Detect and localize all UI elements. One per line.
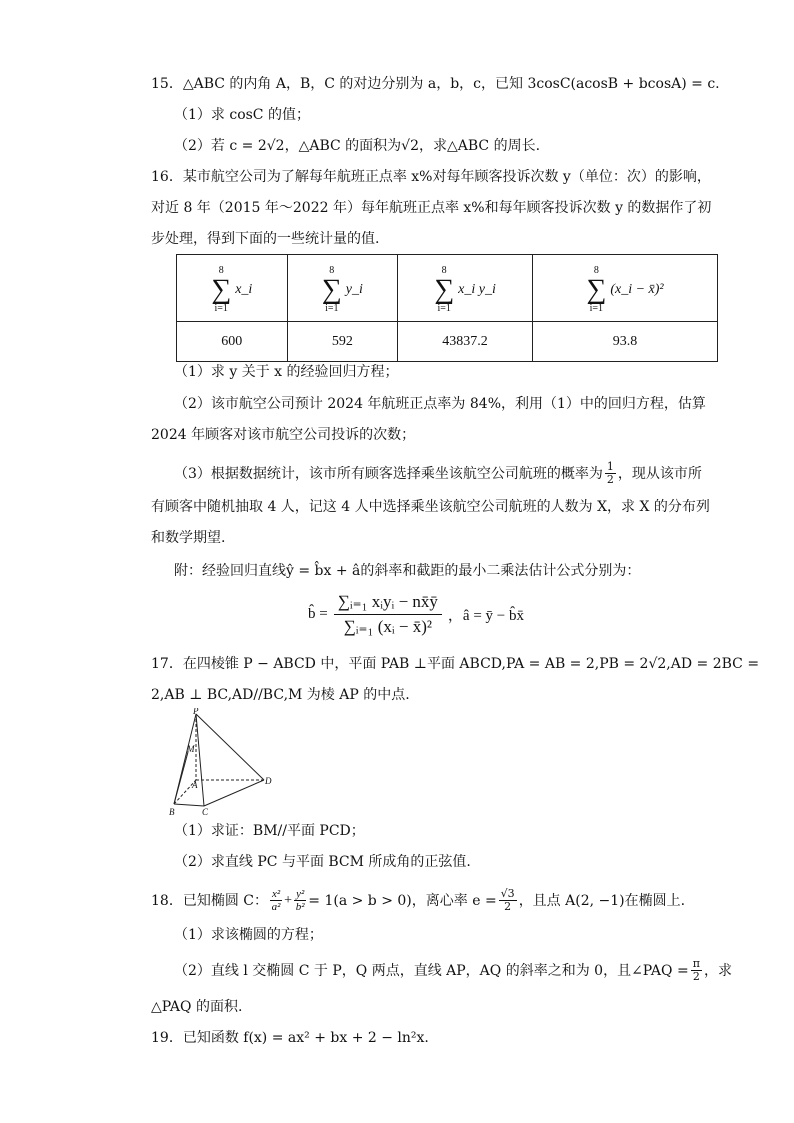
value-sum-sq-dev: 93.8 xyxy=(532,322,717,362)
q18-part2-text-post: ，求 xyxy=(703,962,732,979)
label-D: D xyxy=(265,776,272,786)
header-sum-y: 8 ∑ i=1 y_i xyxy=(287,255,398,322)
header-sum-sq-dev: 8 ∑ i=1 (x_i − x̄)² xyxy=(532,255,717,322)
q16-part2-line1: （2）该市航空公司预计 2024 年航班正点率为 84%，利用（1）中的回归方程，估算 xyxy=(174,396,706,412)
q16-part3-line3: 和数学期望. xyxy=(151,530,226,546)
q18-stem: 18．已知椭圆 C： $\frac{\text{x²}}{\text{a²}}$ + $\frac{\text{y²}}{\text{b²}}$ = 1(a > b > 0)，离心率 e = $\frac{√3}{2}$ ，且点 A(2, −1)在椭圆上. xyxy=(151,887,686,913)
q19-stem: 19．已知函数 f(x) = ax² + bx + 2 − ln²x. xyxy=(151,1030,429,1046)
q15-part2: （2）若 c = 2√2，△ABC 的面积为√2，求△ABC 的周长. xyxy=(174,138,541,154)
statistics-table xyxy=(176,254,718,362)
label-B: B xyxy=(169,807,175,816)
q17-part1: （1）求证：BM//平面 PCD； xyxy=(174,823,365,839)
q16-part3-line2: 有顾客中随机抽取 4 人，记这 4 人中选择乘坐该航空公司航班的人数为 X，求 X 的分布列 xyxy=(151,499,710,515)
q16-stem-line1: 16．某市航空公司为了解每年航班正点率 x%对每年顾客投诉次数 y（单位：次）的影响， xyxy=(151,169,711,185)
formula-numerator: ∑ᵢ₌₁ xᵢyᵢ − nx̄ȳ xyxy=(334,592,442,615)
value-sum-xy: 43837.2 xyxy=(398,322,533,362)
q18-text-mid: = 1(a > b > 0)，离心率 e = xyxy=(308,892,497,909)
q18-part2-line2: △PAQ 的面积. xyxy=(151,999,243,1015)
pyramid-figure xyxy=(168,708,278,816)
least-squares-formula xyxy=(308,592,524,637)
q18-part1: （1）求该椭圆的方程； xyxy=(174,927,323,943)
formula-lhs: b̂ = xyxy=(308,606,328,622)
q17-stem-line1: 17．在四棱锥 P − ABCD 中，平面 PAB ⊥平面 ABCD,PA = AB = 2,PB = 2√2,AD = 2BC = xyxy=(151,656,760,672)
q16-stem-line2: 对近 8 年（2015 年～2022 年）每年航班正点率 x%和每年顾客投诉次数 y 的数据作了初 xyxy=(151,200,712,216)
formula-rhs: ，â = ȳ − b̂x̄ xyxy=(447,608,524,624)
label-C: C xyxy=(202,807,209,816)
q18-part2-line1 xyxy=(174,958,732,983)
eccentricity-fraction: $\frac{√3}{2}$ xyxy=(500,887,515,913)
q15-part1: （1）求 cosC 的值； xyxy=(174,107,310,123)
q18-part2-text-pre: （2）直线 l 交椭圆 C 于 P，Q 两点，直线 AP，AQ 的斜率之和为 0，且∠PAQ = xyxy=(174,962,689,979)
q18-text-pre: 18．已知椭圆 C： xyxy=(151,892,268,909)
q16-part3-line1 xyxy=(174,461,702,486)
label-M: M xyxy=(187,744,195,754)
ellipse-x-term: $\frac{\text{x²}}{\text{a²}}$ xyxy=(271,888,281,913)
edge-PC xyxy=(196,714,204,806)
value-sum-x: 600 xyxy=(177,322,288,362)
q16-part2-line2: 2024 年顾客对该市航空公司投诉的次数； xyxy=(151,427,416,443)
q17-stem-line2: 2,AB ⊥ BC,AD//BC,M 为棱 AP 的中点. xyxy=(151,687,410,703)
label-P: P xyxy=(193,708,199,716)
label-A: A xyxy=(192,780,198,790)
q16-part1: （1）求 y 关于 x 的经验回归方程； xyxy=(174,364,399,380)
q16-note: 附：经验回归直线ŷ = b̂x + â的斜率和截距的最小二乘法估计公式分别为： xyxy=(174,563,641,579)
angle-fraction: $\frac{\pi}{2}$ xyxy=(692,957,700,983)
edge-PD xyxy=(196,714,264,780)
q16-stem-line3: 步处理，得到下面的一些统计量的值. xyxy=(151,231,380,247)
header-sum-xy: 8 ∑ i=1 x_i y_i xyxy=(398,255,533,322)
header-sum-x: 8 ∑ i=1 x_i xyxy=(177,255,288,322)
q16-part3-text-pre: （3）根据数据统计，该市所有顾客选择乘坐该航空公司航班的概率为 xyxy=(174,465,603,482)
probability-fraction: $\frac{1}{2}$ xyxy=(606,460,614,486)
q16-part3-text-post: ，现从该市所 xyxy=(617,465,702,482)
edge-BC xyxy=(174,804,204,806)
q18-text-post: ，且点 A(2, −1)在椭圆上. xyxy=(518,892,686,909)
ellipse-y-term: $\frac{\text{y²}}{\text{b²}}$ xyxy=(295,888,305,913)
value-sum-y: 592 xyxy=(287,322,398,362)
q15-stem: 15．△ABC 的内角 A，B，C 的对边分别为 a，b，c，已知 3cosC(acosB + bcosA) = c. xyxy=(151,76,720,92)
formula-fraction xyxy=(334,592,442,637)
edge-CD xyxy=(204,780,264,806)
formula-denominator: ∑ᵢ₌₁ (xᵢ − x̄)² xyxy=(343,617,432,636)
q17-part2: （2）求直线 PC 与平面 BCM 所成角的正弦值. xyxy=(174,854,471,870)
